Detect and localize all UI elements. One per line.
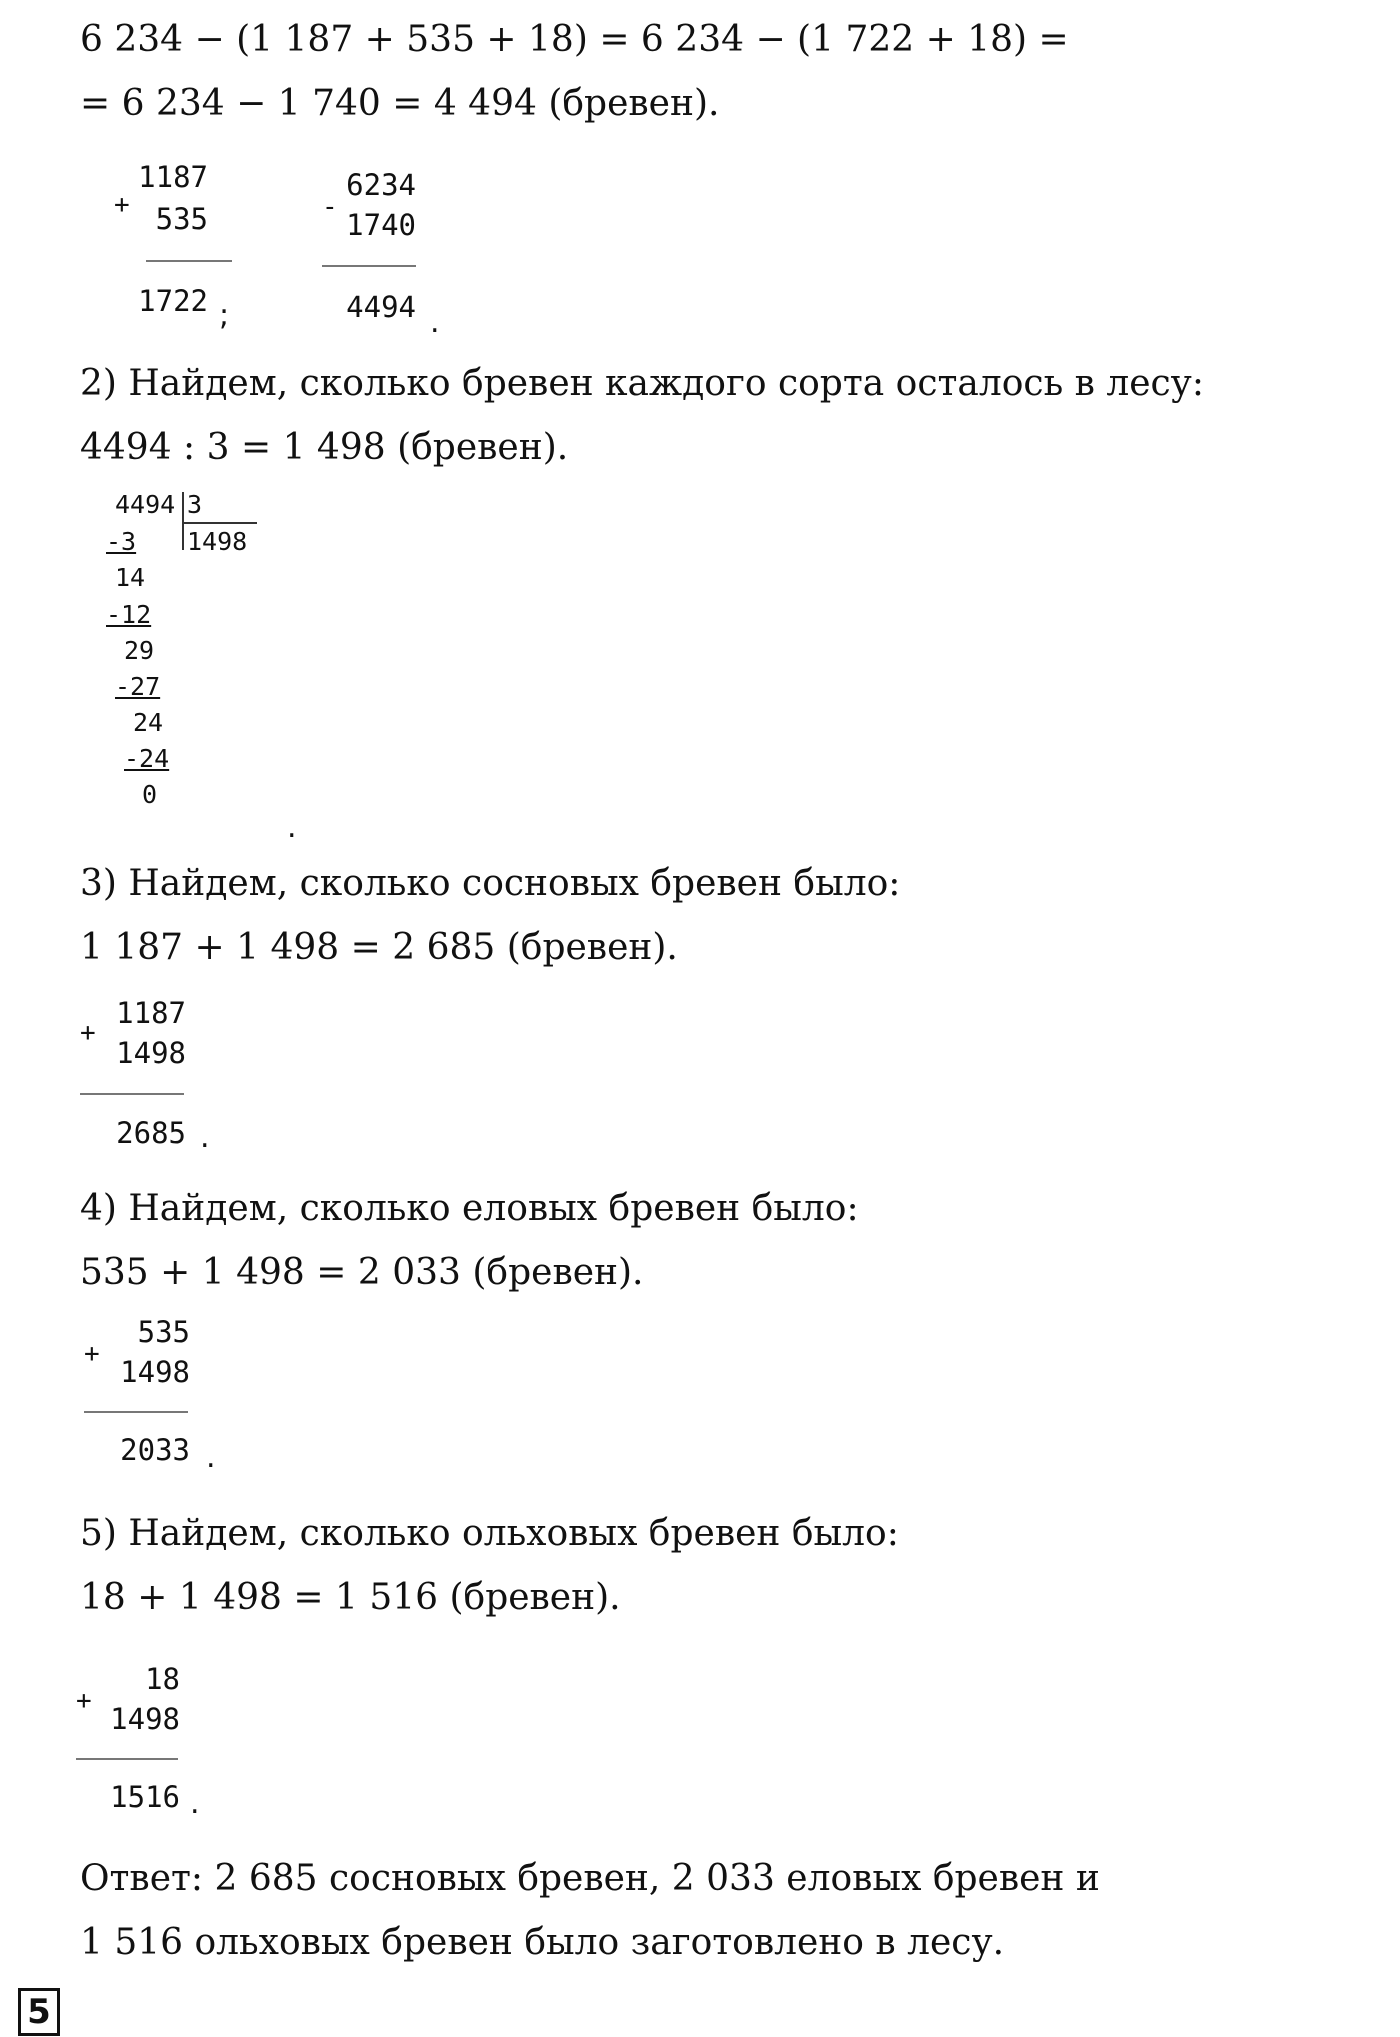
division-step: -12 (106, 600, 152, 629)
division-step: 29 (124, 636, 155, 665)
minuend: 6234 (346, 168, 416, 202)
addend-2: 1498 (110, 1702, 180, 1736)
sum-line (80, 1093, 184, 1095)
division-step: -27 (115, 672, 161, 701)
answer-line-2: 1 516 ольховых бревен было заготовлено в лесу. (80, 1922, 1005, 1963)
step-4-heading: 4) Найдем, сколько еловых бревен было: (80, 1188, 859, 1229)
column-addition-4 (74, 1662, 194, 1822)
column-addition-2 (78, 996, 198, 1156)
period-mark: . (190, 1786, 200, 1821)
period-mark: . (287, 810, 297, 845)
divisor: 3 (187, 490, 203, 519)
division-remainder: 0 (142, 780, 158, 809)
addend-1: 18 (145, 1662, 180, 1696)
addend-1: 1187 (138, 160, 208, 194)
addend-2: 535 (155, 202, 208, 236)
answer-line-1: Ответ: 2 685 сосновых бревен, 2 033 еловых бревен и (80, 1858, 1100, 1899)
difference-line (322, 265, 416, 267)
sum-line (146, 260, 232, 262)
sum-line (76, 1758, 178, 1760)
division-step: 24 (133, 708, 164, 737)
long-division (100, 490, 300, 820)
subtrahend: 1740 (346, 208, 416, 242)
sum-result: 1516 (110, 1780, 180, 1814)
division-vertical-bar (182, 492, 184, 550)
division-step: 14 (115, 563, 146, 592)
sum-line (84, 1411, 188, 1413)
plus-sign: + (114, 190, 130, 220)
page-number: 5 (18, 1988, 60, 2036)
addend-2: 1498 (120, 1355, 190, 1389)
column-addition-1 (110, 160, 220, 340)
column-subtraction-1 (320, 168, 430, 348)
sum-result: 2685 (116, 1116, 186, 1150)
column-addition-3 (82, 1315, 202, 1475)
step-5-equation: 18 + 1 498 = 1 516 (бревен). (80, 1577, 621, 1618)
addend-1: 535 (137, 1315, 190, 1349)
step-4-equation: 535 + 1 498 = 2 033 (бревен). (80, 1252, 644, 1293)
period-mark: . (200, 1120, 210, 1155)
dividend: 4494 (115, 490, 176, 519)
plus-sign: + (84, 1339, 100, 1369)
plus-sign: + (80, 1018, 96, 1048)
division-horizontal-bar (182, 522, 257, 524)
plus-sign: + (76, 1686, 92, 1716)
difference-result: 4494 (346, 290, 416, 324)
addend-2: 1498 (116, 1036, 186, 1070)
quotient: 1498 (187, 527, 248, 556)
addend-1: 1187 (116, 996, 186, 1030)
equation-line-2: = 6 234 − 1 740 = 4 494 (бревен). (80, 83, 720, 124)
step-2-heading: 2) Найдем, сколько бревен каждого сорта осталось в лесу: (80, 363, 1204, 404)
sum-result: 2033 (120, 1433, 190, 1467)
minus-sign: - (322, 192, 338, 222)
sum-result: 1722 (138, 284, 208, 318)
division-step: -24 (124, 744, 170, 773)
period-mark: . (430, 305, 440, 340)
semicolon-mark: ; (219, 298, 230, 333)
division-step: -3 (106, 527, 137, 556)
step-3-heading: 3) Найдем, сколько сосновых бревен было: (80, 863, 901, 904)
step-3-equation: 1 187 + 1 498 = 2 685 (бревен). (80, 927, 678, 968)
step-2-equation: 4494 : 3 = 1 498 (бревен). (80, 427, 569, 468)
period-mark: . (206, 1440, 216, 1475)
equation-line-1: 6 234 − (1 187 + 535 + 18) = 6 234 − (1 722 + 18) = (80, 19, 1069, 60)
step-5-heading: 5) Найдем, сколько ольховых бревен было: (80, 1513, 899, 1554)
